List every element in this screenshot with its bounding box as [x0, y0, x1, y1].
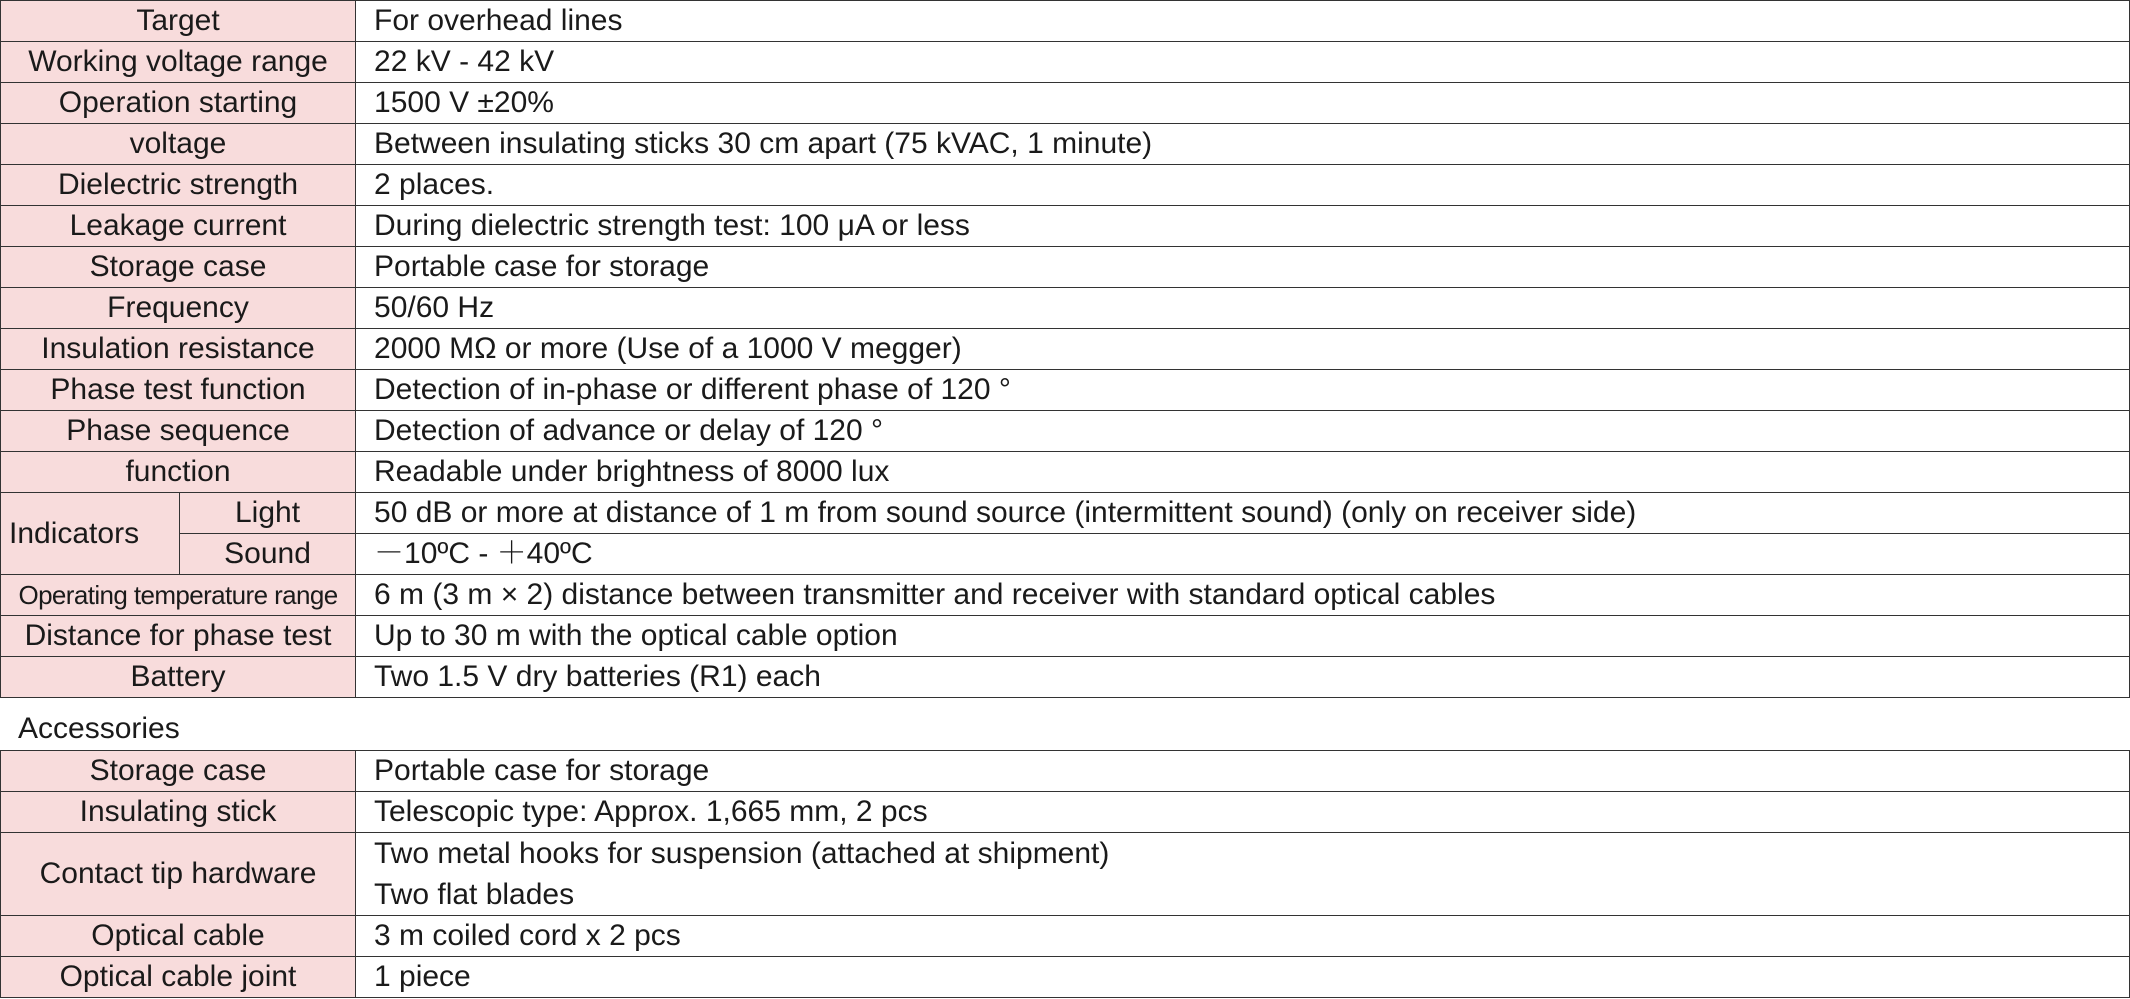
table-row	[1, 493, 2130, 534]
table-row	[1, 206, 2130, 247]
spec-label: function	[1, 452, 356, 493]
accessory-label: Optical cable	[1, 916, 356, 957]
table-row	[1, 452, 2130, 493]
spec-value: For overhead lines	[356, 1, 2130, 42]
table-row	[1, 42, 2130, 83]
spec-value: During dielectric strength test: 100 μA or less	[356, 206, 2130, 247]
spec-label: Leakage current	[1, 206, 356, 247]
accessories-table	[0, 750, 2130, 998]
spec-value: 2 places.	[356, 165, 2130, 206]
table-row	[1, 616, 2130, 657]
accessory-value: 1 piece	[356, 957, 2130, 998]
accessory-value: Telescopic type: Approx. 1,665 mm, 2 pcs	[356, 792, 2130, 833]
spec-label: Operating temperature range	[1, 575, 356, 616]
spec-label: Distance for phase test	[1, 616, 356, 657]
spec-label: Insulation resistance	[1, 329, 356, 370]
spec-label: Storage case	[1, 247, 356, 288]
table-row	[1, 411, 2130, 452]
spec-value: 22 kV - 42 kV	[356, 42, 2130, 83]
accessory-label: Storage case	[1, 751, 356, 792]
spec-value: Portable case for storage	[356, 247, 2130, 288]
accessory-label: Contact tip hardware	[1, 833, 356, 916]
table-row	[1, 534, 2130, 575]
table-row	[1, 1, 2130, 42]
accessory-label: Insulating stick	[1, 792, 356, 833]
table-row	[1, 165, 2130, 206]
spec-value: 6 m (3 m × 2) distance between transmitter and receiver with standard optical cables	[356, 575, 2130, 616]
table-row	[1, 329, 2130, 370]
spec-value: Readable under brightness of 8000 lux	[356, 452, 2130, 493]
spec-label: Frequency	[1, 288, 356, 329]
table-row	[1, 247, 2130, 288]
spec-label: Battery	[1, 657, 356, 698]
spec-label: Operation starting	[1, 83, 356, 124]
accessories-heading: Accessories	[18, 712, 180, 745]
accessory-value-line: Two flat blades	[374, 878, 575, 911]
spec-value: 50/60 Hz	[356, 288, 2130, 329]
spec-label: Target	[1, 1, 356, 42]
table-row	[1, 575, 2130, 616]
spec-sublabel: Sound	[180, 534, 356, 575]
spec-label: Dielectric strength	[1, 165, 356, 206]
table-row	[1, 792, 2130, 833]
table-row	[1, 370, 2130, 411]
accessory-value: 3 m coiled cord x 2 pcs	[356, 916, 2130, 957]
spec-value: 1500 V ±20%	[356, 83, 2130, 124]
spec-value: Up to 30 m with the optical cable option	[356, 616, 2130, 657]
spec-label: voltage	[1, 124, 356, 165]
table-row	[1, 657, 2130, 698]
spec-value: Detection of advance or delay of 120 °	[356, 411, 2130, 452]
spec-value: Detection of in-phase or different phase of 120 °	[356, 370, 2130, 411]
table-row	[1, 916, 2130, 957]
table-row	[1, 957, 2130, 998]
table-row	[1, 751, 2130, 792]
spec-group-label-indicators: Indicators	[1, 493, 180, 575]
spec-value: 2000 MΩ or more (Use of a 1000 V megger)	[356, 329, 2130, 370]
accessory-value	[356, 833, 2130, 916]
accessory-value-line: Two metal hooks for suspension (attached at shipment)	[374, 837, 1110, 870]
spec-label: Phase sequence	[1, 411, 356, 452]
spec-label: Working voltage range	[1, 42, 356, 83]
spec-value: Two 1.5 V dry batteries (R1) each	[356, 657, 2130, 698]
table-row	[1, 288, 2130, 329]
table-row	[1, 83, 2130, 124]
spec-value: －10ºC - ＋40ºC	[356, 534, 2130, 575]
spec-label: Phase test function	[1, 370, 356, 411]
spec-sublabel: Light	[180, 493, 356, 534]
table-row	[1, 833, 2130, 916]
spec-value: Between insulating sticks 30 cm apart (75 kVAC, 1 minute)	[356, 124, 2130, 165]
spec-value: 50 dB or more at distance of 1 m from sound source (intermittent sound) (only on receiver side)	[356, 493, 2130, 534]
accessory-value: Portable case for storage	[356, 751, 2130, 792]
accessory-label: Optical cable joint	[1, 957, 356, 998]
table-row	[1, 124, 2130, 165]
